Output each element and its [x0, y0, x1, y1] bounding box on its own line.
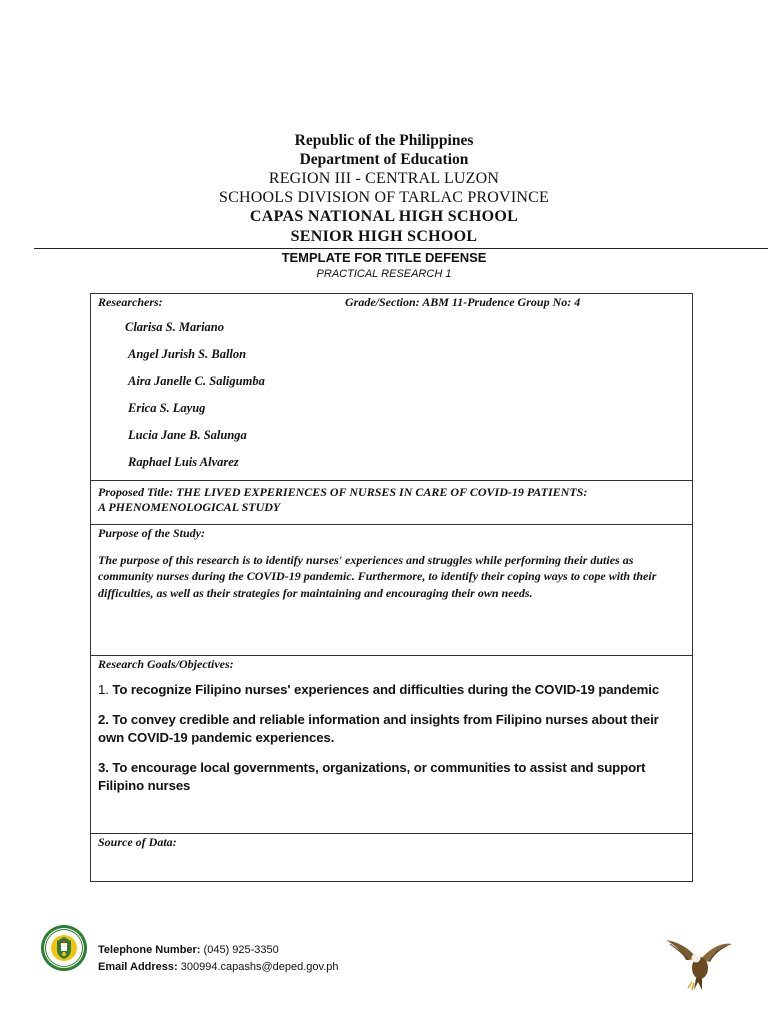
goal-number: 2.	[98, 711, 109, 727]
grade-section-label: Grade/Section: ABM 11-Prudence Group No: 4	[345, 295, 581, 309]
template-title: TEMPLATE FOR TITLE DEFENSE	[281, 250, 487, 265]
goals-section	[91, 656, 692, 834]
telephone-label: Telephone Number:	[98, 944, 201, 956]
researcher-name: Raphael Luis Alvarez	[128, 455, 239, 469]
school-seal-icon	[40, 924, 88, 972]
researcher-name: Aira Janelle C. Saligumba	[128, 374, 265, 388]
proposed-title-section	[91, 481, 692, 525]
goal-text: To convey credible and reliable information and insights from Filipino nurses about their own COVID-19 pandemic experiences.	[98, 711, 659, 745]
goal-item	[98, 711, 688, 748]
region-heading: REGION III - CENTRAL LUZON	[268, 170, 500, 187]
level-heading: SENIOR HIGH SCHOOL	[290, 228, 478, 245]
purpose-text: The purpose of this research is to identify nurses' experiences and struggles while performing their duties as community nurses during the COVID-19 pandemic. Furthermore, to identify their coping ways to cope with their difficulties, as well as their strategies for maintaining and encouraging their own needs.	[98, 553, 657, 600]
researcher-name: Lucia Jane B. Salunga	[128, 428, 247, 442]
researcher-name: Clarisa S. Mariano	[125, 320, 224, 334]
source-label: Source of Data:	[98, 835, 177, 849]
eagle-icon	[664, 938, 734, 994]
title-defense-form	[90, 293, 693, 882]
goal-number: 3.	[98, 759, 109, 775]
researchers-list	[125, 320, 265, 482]
telephone-value: (045) 925-3350	[203, 944, 279, 956]
purpose-label: Purpose of the Study:	[98, 526, 206, 540]
goal-item	[98, 759, 688, 796]
telephone-line	[98, 944, 279, 956]
proposed-title-line: Proposed Title: THE LIVED EXPERIENCES OF NURSES IN CARE OF COVID-19 PATIENTS:	[98, 485, 588, 499]
proposed-title-line: A PHENOMENOLOGICAL STUDY	[98, 500, 281, 514]
goal-text: To encourage local governments, organizations, or communities to assist and support Filipino nurses	[98, 759, 646, 793]
header-divider	[34, 248, 768, 249]
goal-text: To recognize Filipino nurses' experiences and difficulties during the COVID-19 pandemic	[112, 682, 660, 697]
source-section	[91, 834, 692, 881]
goals-label: Research Goals/Objectives:	[98, 657, 234, 671]
department-heading: Department of Education	[299, 151, 469, 168]
goals-list	[98, 681, 688, 807]
email-value: 300994.capashs@deped.gov.ph	[180, 961, 339, 973]
researcher-name: Angel Jurish S. Ballon	[128, 347, 247, 361]
goal-number: 1.	[98, 682, 109, 697]
researchers-section	[91, 294, 692, 481]
email-label: Email Address:	[98, 961, 178, 973]
republic-heading: Republic of the Philippines	[294, 132, 474, 149]
email-line	[98, 961, 339, 973]
purpose-section	[91, 525, 692, 656]
subject-title: PRACTICAL RESEARCH 1	[316, 268, 452, 280]
division-heading: SCHOOLS DIVISION OF TARLAC PROVINCE	[219, 189, 549, 206]
proposed-title	[98, 485, 686, 515]
school-heading: CAPAS NATIONAL HIGH SCHOOL	[249, 208, 519, 225]
goal-item	[98, 681, 688, 700]
researcher-name: Erica S. Layug	[128, 401, 206, 415]
researchers-label: Researchers:	[98, 295, 163, 309]
